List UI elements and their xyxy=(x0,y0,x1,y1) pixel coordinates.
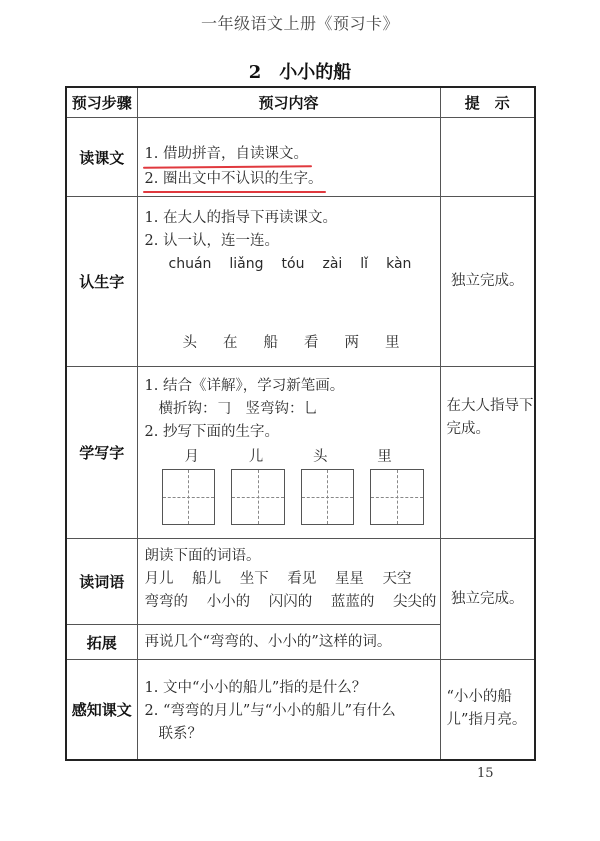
header-hint: 提 示 xyxy=(440,87,535,118)
content-line: 1. 文中“小小的船儿”指的是什么？ xyxy=(144,680,367,696)
step-label: 认生字 xyxy=(66,197,137,367)
lesson-number: 2 xyxy=(248,62,262,83)
step-label: 读课文 xyxy=(66,118,137,197)
writing-grid[interactable] xyxy=(162,469,216,525)
pinyin-item[interactable]: chuán xyxy=(168,256,212,272)
grid-char-label: 儿 xyxy=(248,449,264,465)
writing-grid[interactable] xyxy=(370,469,424,525)
content-cell xyxy=(137,539,440,625)
tianzige-grids xyxy=(145,469,440,525)
word: 尖尖的 xyxy=(392,594,437,610)
word: 看见 xyxy=(287,571,317,587)
table-row-read-text xyxy=(66,118,535,197)
grid-labels xyxy=(145,446,440,469)
step-label: 读词语 xyxy=(66,539,137,625)
table-header-row xyxy=(66,87,535,118)
content-line: 朗读下面的词语。 xyxy=(144,548,261,564)
content-cell xyxy=(137,118,440,197)
table-row-recognize-chars xyxy=(66,197,535,367)
grid-char-label: 里 xyxy=(377,449,392,465)
hint-cell xyxy=(440,118,535,197)
annotated-line: 2. 圈出文中不认识的生字。 xyxy=(145,168,323,191)
hanzi-item[interactable]: 船 xyxy=(263,335,278,351)
content-cell xyxy=(137,625,440,660)
words-row xyxy=(145,568,440,591)
annotated-line: 1. 借助拼音，自读课文。 xyxy=(145,143,308,166)
content-line: 1. 在大人的指导下再读课文。 xyxy=(144,210,337,226)
hanzi-item[interactable]: 在 xyxy=(223,335,238,351)
step-label: 学写字 xyxy=(66,367,137,539)
lesson-title xyxy=(0,58,600,84)
table-row-perceive-text xyxy=(66,660,535,760)
pinyin-item[interactable]: liǎng xyxy=(229,256,264,272)
word: 坐下 xyxy=(239,571,269,587)
word: 蓝蓝的 xyxy=(330,594,375,610)
hanzi-row xyxy=(145,332,440,355)
running-head: 一年级语文上册《预习卡》 xyxy=(200,14,399,33)
content-cell xyxy=(137,367,440,539)
step-label: 拓展 xyxy=(66,625,137,660)
pinyin-item[interactable]: kàn xyxy=(386,256,412,272)
grid-char-label: 头 xyxy=(313,449,328,465)
word: 闪闪的 xyxy=(268,594,313,610)
pinyin-item[interactable]: tóu xyxy=(281,256,305,272)
hint-cell: 在大人指导下完成。 xyxy=(440,367,535,539)
grid-char-label: 月 xyxy=(184,449,199,465)
hint-cell: “小小的船儿”指月亮。 xyxy=(440,660,535,760)
content-line: 2. “弯弯的月儿”与“小小的船儿”有什么 xyxy=(144,703,396,719)
lesson-name: 小小的船 xyxy=(279,62,352,83)
writing-grid[interactable] xyxy=(301,469,355,525)
content-line: 再说几个“弯弯的、小小的”这样的词。 xyxy=(144,633,392,650)
hint-cell: 独立完成。 xyxy=(440,197,535,367)
preview-card-table xyxy=(65,86,536,761)
word: 弯弯的 xyxy=(144,594,188,610)
page-number: 15 xyxy=(477,766,494,781)
content-line: 2. 认一认，连一连。 xyxy=(144,233,279,249)
content-line: 联系？ xyxy=(158,726,202,742)
pinyin-item[interactable]: zài xyxy=(322,256,343,272)
table-row-read-words xyxy=(66,539,535,625)
word: 星星 xyxy=(334,571,364,587)
hanzi-item[interactable]: 两 xyxy=(344,335,359,351)
word: 船儿 xyxy=(192,571,222,587)
words-row xyxy=(145,591,440,614)
stroke-line: 横折钩：𠃌 竖弯钩：乚 xyxy=(158,401,318,417)
header-step: 预习步骤 xyxy=(66,87,137,118)
content-cell xyxy=(137,660,440,760)
content-line: 2. 抄写下面的生字。 xyxy=(144,424,279,440)
pinyin-item[interactable]: lǐ xyxy=(360,256,369,272)
table-row-write-chars xyxy=(66,367,535,539)
hanzi-item[interactable]: 里 xyxy=(385,335,400,351)
word: 天空 xyxy=(382,571,412,587)
pinyin-row xyxy=(145,253,440,276)
content-line: 1. 结合《详解》，学习新笔画。 xyxy=(144,378,345,394)
hanzi-item[interactable]: 头 xyxy=(182,335,197,351)
step-label: 感知课文 xyxy=(66,660,137,760)
word: 小小的 xyxy=(206,594,251,610)
header-content: 预习内容 xyxy=(137,87,440,118)
hanzi-item[interactable]: 看 xyxy=(304,335,319,351)
writing-grid[interactable] xyxy=(231,469,285,525)
hint-cell: 独立完成。 xyxy=(440,539,535,660)
content-cell xyxy=(137,197,440,367)
word: 月儿 xyxy=(144,571,174,587)
